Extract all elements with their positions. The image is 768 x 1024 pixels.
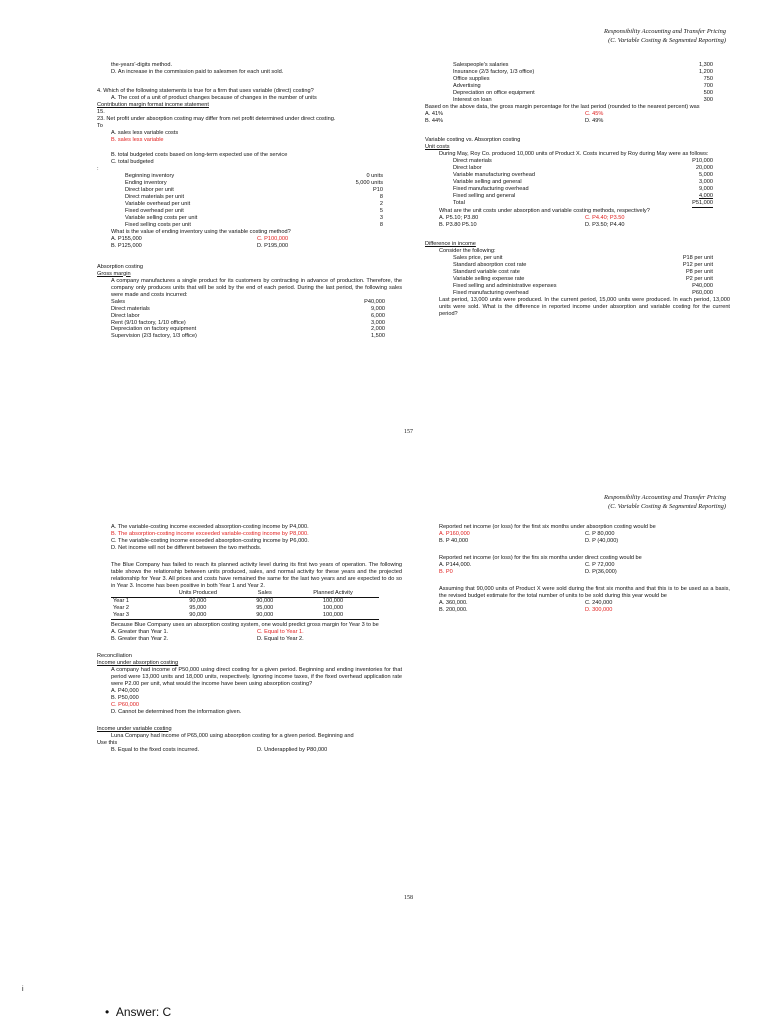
answer-text [105,1005,171,1020]
option-a: A. 41% [425,110,444,117]
answer-row [425,118,730,125]
unit-cost-data [425,158,713,208]
row-value: P40,000 [692,282,713,289]
row-label: Rent (9/10 factory, 1/10 office) [111,319,186,326]
option-a: A. P144,000. [439,561,472,568]
table-cell: 100,000 [322,604,344,611]
row-value: 4,000 [699,192,713,199]
option: A. The cost of a unit of product changes because of changes in the number of units [111,94,317,101]
text-line: Use this [97,739,118,746]
section-title: Absorption costing [97,263,144,270]
page1-header [400,28,726,45]
row-value: P51,000 [692,199,713,206]
row-label: Salespeople's salaries [453,62,509,68]
row-label: Office supplies [453,75,490,82]
row-label: Fixed overhead per unit [125,207,184,214]
bullet: • [105,1005,116,1019]
row-value: P8 per unit [685,268,713,275]
answer-label: Answer: C [115,1005,172,1019]
page1-right-column [425,62,730,317]
subsection-title: Gross margin [97,270,131,277]
row-value: 1,300 [699,62,713,68]
data-row [453,255,713,262]
question-4: 4. Which of the following statements is true for a firm that uses variable (direct) costing? [97,87,314,94]
difference-data [425,255,713,297]
question: Assuming that 90,000 units of Product X were sold during the first six months and that this is to be used as a basis, the revised budget estimate for the total number of units to be sold during this year would be [439,585,730,599]
option-b: B. 200,000. [439,606,468,613]
row-label: Direct materials [453,157,492,164]
option-d: D. P195,000 [257,242,289,249]
data-row [453,262,713,269]
paragraph: A company had income of P50,000 using direct costing for a given period. Beginning and ending inventories for that period were 13,000 units and 18,000 units, respectively. Ignoring income taxes, if the fixed overhead application rate were P2.00 per unit, what would the income have been using absorption costing? [111,666,402,687]
row-value: P2 per unit [685,275,713,282]
option: B. P50,000 [111,694,139,701]
table-cell: 95,000 [189,604,207,611]
row-value: 1,500 [371,333,385,340]
row-value: 5 [379,207,383,214]
row-label: Fixed manufacturing overhead [453,185,529,192]
row-value: 3 [379,214,383,221]
data-row [125,173,383,180]
option-b: B. total budgeted costs based on long-term expected use of the service [111,151,288,158]
row-label: Advertising [453,82,481,89]
option-a: A. P160,000 [439,530,470,537]
row-label: Direct labor [453,164,482,171]
option-d: D. P3.50; P4.40 [585,221,625,228]
answer-row [425,538,730,545]
data-row [125,208,383,215]
data-row [125,187,383,194]
row-value: 9,000 [699,185,713,192]
table-cell: 90,000 [242,612,287,619]
table-row [111,605,379,612]
table-cell: Year 2 [113,604,129,611]
paragraph: A company manufactures a single product for its customers by contracting in advance of production. Therefore, the company only produces units that will be sold by the end of each period. During the last period, the following sales were made and costs incurred: [111,277,402,298]
option-b: B. 44% [425,117,444,124]
data-row [453,69,713,76]
data-row [453,83,713,90]
answer-row [97,636,402,643]
options-list [97,688,402,716]
answer-row [97,629,402,636]
option-d: D. P(36,000) [585,568,617,575]
option-b: B. P 40,000 [439,537,469,544]
column-header: Planned Activity [287,590,379,597]
answer-row [425,111,730,118]
answer-row [425,607,730,614]
row-value: 3,000 [371,319,385,326]
row-label: Variable selling expense rate [453,275,525,282]
row-value: 1,200 [699,68,713,75]
row-label: Sales price, per unit [453,254,503,261]
row-value: 5,000 units [355,179,383,186]
row-label: Fixed selling costs per unit [125,221,191,228]
header-subtitle: (C. Variable Costing & Segmented Reporting) [608,36,726,44]
table-row [111,612,379,619]
data-row [453,165,713,172]
option-a: A. P5.10; P3.80 [439,214,479,221]
answer-row [425,562,730,569]
row-value: 700 [703,82,713,89]
data-row [453,172,713,179]
page2-header [400,494,726,511]
table-cell: 90,000 [189,597,207,604]
answer-row [97,236,402,243]
data-row [453,186,713,193]
answer-row [425,600,730,607]
column-header: Units Produced [153,590,242,597]
section-title: Contribution margin format income statement [97,101,209,108]
row-label: Direct labor [111,312,140,319]
row-label: Supervision (2/3 factory, 1/3 office) [111,333,197,340]
gross-margin-data [97,299,385,341]
option: D. Net income will not be different between the two methods. [111,544,262,551]
question-23: 23. Net profit under absorption costing may differ from net profit determined under direct costing. [97,115,336,122]
table-row [111,597,379,604]
row-value: P40,000 [364,298,385,305]
row-value: 20,000 [695,164,713,171]
question: Reported net income (or loss) for the first six months under absorption costing would be [439,524,656,530]
option-d: D. Underapplied by P80,000 [257,746,328,753]
row-label: Variable selling costs per unit [125,214,198,221]
blue-company-table [111,590,379,620]
data-row [111,326,385,333]
row-value: 2 [379,200,383,207]
section-title: Variable costing vs. Absorption costing [425,136,521,143]
row-label: Direct labor per unit [125,186,174,193]
row-value: 750 [703,75,713,82]
row-label: Insurance (2/3 factory, 1/3 office) [453,68,535,75]
data-row [453,290,713,297]
data-row [453,158,713,165]
option-c: C. 240,000 [585,599,613,606]
row-value: 300 [703,96,713,103]
row-value: 9,000 [371,305,385,312]
row-value: 500 [703,89,713,96]
page2-left-column [97,524,402,754]
data-row [453,76,713,83]
text-line: the-years'-digits method. [111,62,173,68]
column-header: Sales [242,590,287,597]
row-label: Sales [111,298,125,305]
table-cell: Year 3 [111,612,153,619]
question: Because Blue Company uses an absorption costing system, one would predict gross margin for Year 3 to be [111,621,379,628]
section-title: Reconciliation [97,652,132,659]
answer-row [425,569,730,576]
answer-row [425,215,730,222]
option-c: C. P 80,000 [585,530,615,537]
row-label: Interest on loan [453,96,492,103]
option-a: A. Greater than Year 1. [111,628,169,635]
data-row [125,222,383,229]
data-row [453,62,713,69]
row-value: 8 [379,221,383,228]
text-line: D. An increase in the commission paid to salesmen for each unit sold. [111,68,284,75]
answer-row [425,531,730,538]
option: D. Cannot be determined from the information given. [111,708,242,715]
footer-mark: i [22,986,24,993]
page-number: 157 [404,429,413,435]
row-value: P18 per unit [682,254,713,261]
option-b: B. P125,000 [111,242,142,249]
question: Based on the above data, the gross margin percentage for the last period (rounded to the nearest percent) was [425,103,700,110]
option-c: C. P 72,000 [585,561,615,568]
row-value: P10 [373,186,383,193]
option-b: B. P0 [439,568,453,575]
text-line: Consider the following: [439,247,496,254]
option-c: C. P100,000 [257,235,289,242]
table-cell: 100,000 [322,597,344,604]
row-label: Direct materials per unit [125,193,185,200]
paragraph: Last period, 13,000 units were produced. In the current period, 15,000 units were produced. In each period, 13,000 units were sold. What is the difference in reported income under absorption and variable costing for the current period? [439,296,730,317]
column-header [111,590,153,597]
row-value: P60,000 [692,289,713,296]
text-line: 15. [97,108,105,115]
option-a: A. sales less variable costs [111,129,179,136]
data-row [453,179,713,186]
table-cell: 90,000 [256,597,274,604]
row-label: Variable selling and general [453,178,522,185]
option-d: D. P (40,000) [585,537,619,544]
row-label: Variable manufacturing overhead [453,171,535,178]
option: C. The variable-costing income exceeded absorption-costing income by P6,000. [111,537,309,544]
paragraph: During May, Roy Co. produced 10,000 units of Product X. Costs incurred by Roy during May were as follows: [439,150,709,157]
section-title: Difference in income [425,240,476,247]
data-row [111,320,385,327]
text-line: To [97,122,103,129]
header-title: Responsibility Accounting and Transfer Pricing [603,494,726,501]
option: A. P40,000 [111,687,139,694]
subsection-title: Unit costs [425,143,450,150]
option-a: A. 360,000. [439,599,468,606]
answer-row [97,243,402,250]
row-value: P12 per unit [682,261,713,268]
page-number: 158 [404,895,413,901]
table-cell: 100,000 [287,612,379,619]
row-label: Direct materials [111,305,150,312]
option-c: C. total budgeted [111,158,154,165]
row-label: Fixed manufacturing overhead [453,289,529,296]
row-value: 2,000 [371,326,385,333]
option-d: D. Equal to Year 2. [257,635,304,642]
data-row [125,180,383,187]
option-b: B. Equal to the fixed costs incurred. [111,746,199,753]
option-c: C. P4.40; P3.50 [585,214,625,221]
data-row [453,276,713,283]
table-cell: 90,000 [153,612,242,619]
data-row [111,333,385,340]
option-c: C. 45% [585,110,604,117]
data-row [125,194,383,201]
row-label: Depreciation on office equipment [453,89,535,96]
option-d: D. 300,000 [585,606,613,613]
page2-right-column [425,524,730,614]
data-row [111,299,385,306]
option: A. The variable-costing income exceeded absorption-costing income by P4,000. [111,524,309,530]
data-row [453,193,713,200]
option-b: B. Greater than Year 2. [111,635,169,642]
data-row [453,90,713,97]
option-b: B. sales less variable [111,136,164,143]
data-row [111,313,385,320]
paragraph: Luna Company had income of P65,000 using absorption costing for a given period. Beginning and [111,732,354,739]
row-label: Total [453,199,465,206]
header-subtitle: (C. Variable Costing & Segmented Reporting) [608,502,726,510]
option-c: C. Equal to Year 1. [257,628,304,635]
table-cell: Year 1 [113,597,129,604]
row-value: 6,000 [371,312,385,319]
row-value: 3,000 [699,178,713,185]
row-label: Standard absorption cost rate [453,261,527,268]
data-row [453,200,713,208]
page1-left-column [97,62,402,340]
option: C. P60,000 [111,701,139,708]
question: What are the unit costs under absorption and variable costing methods, respectively? [439,207,650,214]
answer-row [425,222,730,229]
row-label: Ending inventory [125,179,167,186]
data-row [453,97,713,104]
row-value: P10,000 [692,157,713,164]
row-label: Beginning inventory [125,172,175,179]
gross-margin-data-continued [425,62,713,104]
subsection-title: Income under variable costing [97,725,172,732]
option-a: A. P155,000 [111,235,142,242]
data-row [111,306,385,313]
answer-row [97,747,402,754]
subsection-title: Income under absorption costing [97,659,179,666]
question: Reported net income (or loss) for the firs six months under direct costing would be [439,554,642,561]
row-value: 5,000 [699,171,713,178]
data-row [125,215,383,222]
option-b: B. P3.80 P5.10 [439,221,477,228]
row-label: Variable overhead per unit [125,200,191,207]
header-title: Responsibility Accounting and Transfer Pricing [603,28,726,35]
data-row [453,269,713,276]
row-label: Depreciation on factory equipment [111,326,197,333]
row-value: 8 [379,193,383,200]
option: B. The absorption-costing income exceeded variable-costing income by P8,000. [111,530,309,537]
row-label: Fixed selling and administrative expenses [453,282,557,289]
options-list [97,524,402,552]
data-row [125,201,383,208]
paragraph: The Blue Company has failed to reach its planned activity level during its first two years of operation. The following table shows the relationship between units produced, sales, and normal activity for these years and the projected relationship for Year 3. All prices and costs have remained the same for the last two years and are expected to do so in Year 3. Income has been positive in both Year 1 and Year 2. [111,561,402,589]
option-d: D. 49% [585,117,604,124]
data-row [453,283,713,290]
row-label: Standard variable cost rate [453,268,520,275]
question: What is the value of ending inventory using the variable costing method? [111,228,291,235]
table-cell: 95,000 [256,604,274,611]
row-value: 0 units [366,172,383,179]
inventory-data [97,173,383,229]
row-label: Fixed selling and general [453,192,516,199]
text-line: : [97,165,99,172]
